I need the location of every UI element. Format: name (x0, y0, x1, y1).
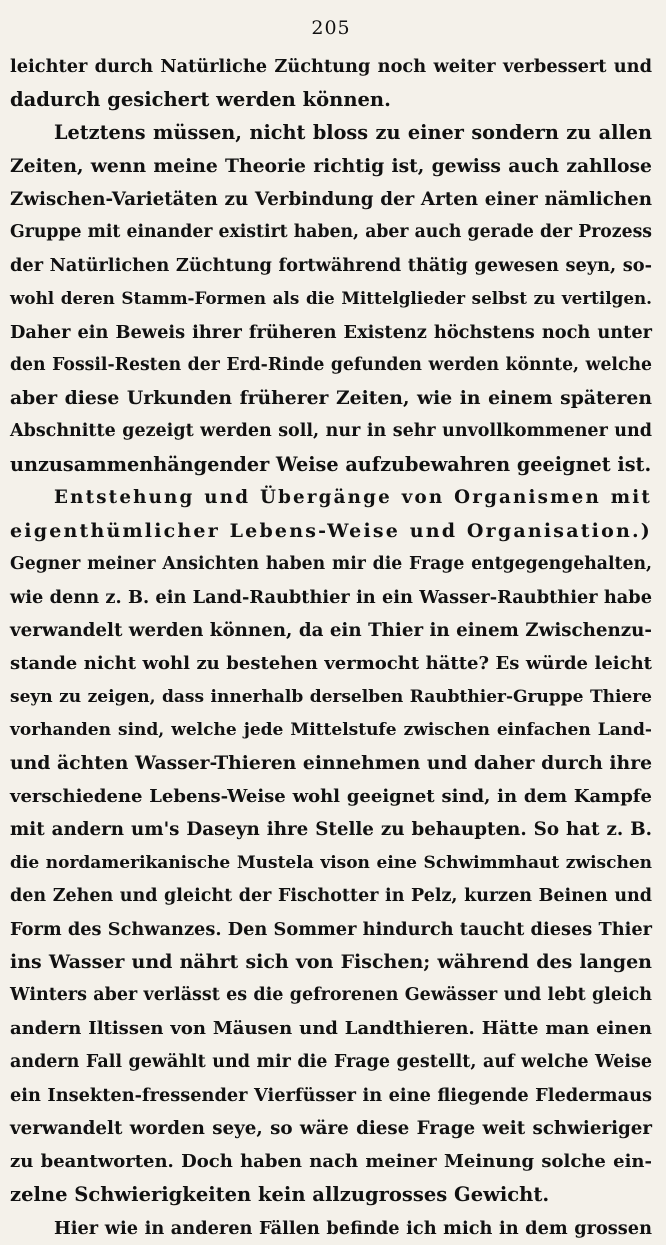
text-line: verwandelt worden seye, so wäre diese Frage weit schwieriger (10, 1118, 652, 1139)
text-line: andern Fall gewählt und mir die Frage gestellt, auf welche Weise (10, 1051, 652, 1072)
text-line: zu beantworten. Doch haben nach meiner Meinung solche ein- (10, 1151, 652, 1173)
text-line: leichter durch Natürliche Züchtung noch weiter verbessert und (10, 56, 652, 77)
paragraph-start-line: Hier wie in anderen Fällen befinde ich mich in dem grossen (54, 1217, 652, 1239)
text-line: den Zehen und gleicht der Fischotter in Pelz, kurzen Beinen und (10, 885, 652, 906)
text-line: verschiedene Lebens-Weise wohl geeignet sind, in dem Kampfe (10, 786, 652, 808)
text-line: aber diese Urkunden früherer Zeiten, wie in einem späteren (10, 386, 652, 409)
text-line: unzusammenhängender Weise aufzubewahren geeignet ist. (10, 453, 652, 477)
text-line: Daher ein Beweis ihrer früheren Existenz höchstens noch unter (10, 321, 652, 343)
text-line: wie denn z. B. ein Land-Raubthier in ein Wasser-Raubthier habe (10, 587, 652, 608)
text-line: ein Insekten-fressender Vierfüsser in eine fliegende Fledermaus (10, 1084, 652, 1106)
text-line: die nordamerikanische Mustela vison eine Schwimmhaut zwischen (10, 852, 652, 873)
text-line: wohl deren Stamm-Formen als die Mittelglieder selbst zu vertilgen. (10, 288, 652, 309)
text-line: dadurch gesichert werden können. (10, 88, 391, 112)
text-line: Zeiten, wenn meine Theorie richtig ist, gewiss auch zahllose (10, 154, 652, 177)
text-line: mit andern um's Daseyn ihre Stelle zu behaupten. So hat z. B. (10, 819, 652, 841)
text-line: den Fossil-Resten der Erd-Rinde gefunden werden könnte, welche (10, 354, 652, 375)
text-line: und ächten Wasser-Thieren einnehmen und daher durch ihre (10, 751, 652, 774)
text-line: Winters aber verlässt es die gefrorenen Gewässer und lebt gleich (10, 985, 652, 1006)
text-line: der Natürlichen Züchtung fortwährend thätig gewesen seyn, so- (10, 255, 652, 277)
text-line: zelne Schwierigkeiten kein allzugrosses Gewicht. (10, 1183, 550, 1207)
text-line: verwandelt werden können, da ein Thier in einem Zwischenzu- (10, 620, 652, 642)
section-heading-line: Entstehung und Übergänge von Organismen mit (54, 487, 652, 509)
text-line: Gruppe mit einander existirt haben, aber auch gerade der Prozess (10, 221, 652, 242)
text-line: Zwischen-Varietäten zu Verbindung der Arten einer nämlichen (10, 188, 652, 210)
text-line: stande nicht wohl zu bestehen vermocht hätte? Es würde leicht (10, 653, 652, 675)
paragraph-start-line: Letztens müssen, nicht bloss zu einer sondern zu allen (54, 121, 652, 145)
text-line: andern Iltissen von Mäusen und Landthieren. Hätte man einen (10, 1018, 652, 1040)
text-line: Abschnitte gezeigt werden soll, nur in sehr unvollkommener und (10, 421, 652, 442)
text-line: ins Wasser und nährt sich von Fischen; während des langen (10, 951, 652, 974)
text-line: Form des Schwanzes. Den Sommer hindurch taucht dieses Thier (10, 918, 652, 940)
text-line: seyn zu zeigen, dass innerhalb derselben Raubthier-Gruppe Thiere (10, 686, 652, 707)
body-text (10, 50, 652, 1245)
page-number: 205 (311, 17, 351, 39)
text-line: Gegner meiner Ansichten haben mir die Frage entgegengehalten, (10, 553, 652, 574)
text-line: vorhanden sind, welche jede Mittelstufe zwischen einfachen Land- (10, 719, 652, 740)
section-heading-line: eigenthümlicher Lebens-Weise und Organisation.) (10, 519, 652, 542)
